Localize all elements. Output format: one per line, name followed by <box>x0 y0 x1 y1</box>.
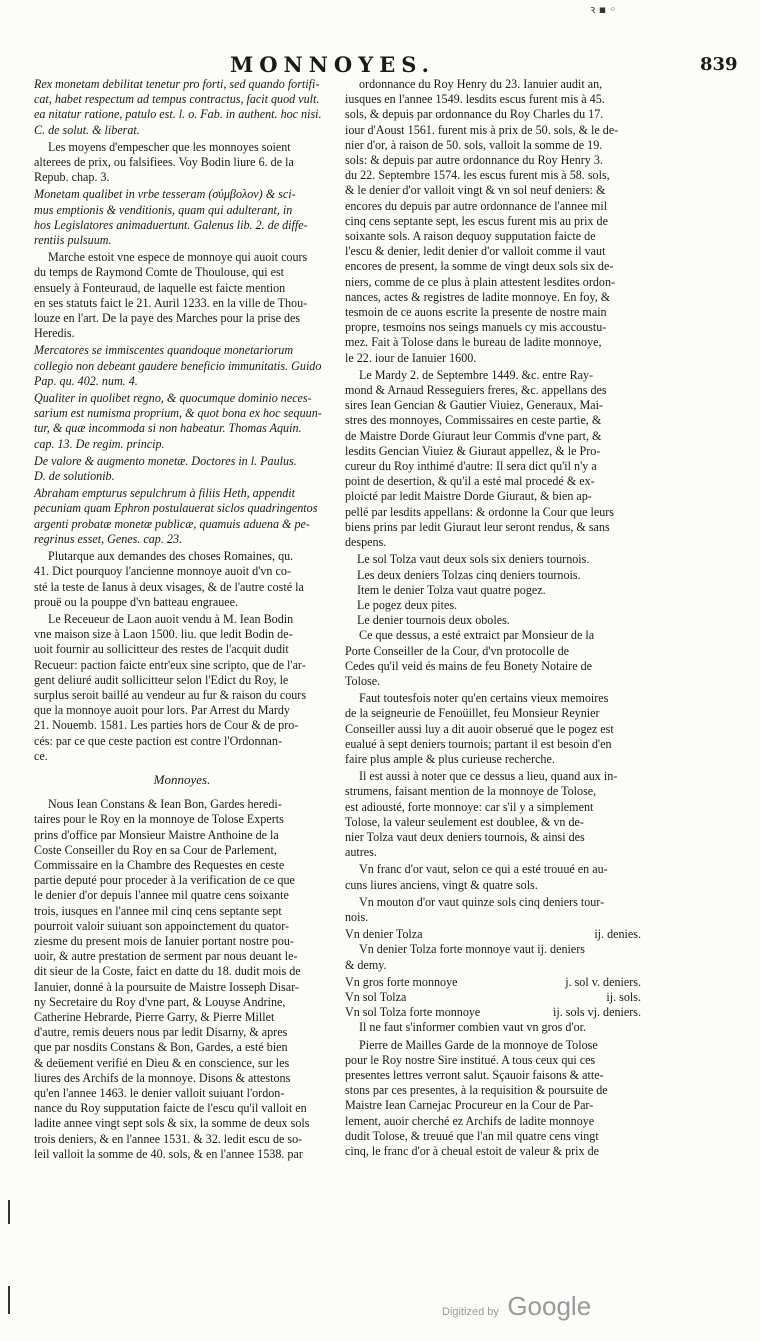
value-row <box>345 1005 641 1020</box>
paragraph: Le Receueur de Laon auoit vendu à M. Iean Bodin vne maison size à Laon 1500. liu. que ledit Bodin de- uoit fournir au sollicitteur des restes de l'acquit dudit Recueur: paction faicte entr'eux sine scripto, que de l'ar- gent deliuré audit sollicitteur selon l'Edict du Roy, le surplus seroit baillé au vendeur au fur & raison du cours que la monnoye auoit pour lors. Par Arrest du Mardy 21. Nouemb. 1581. Les parties hors de Cour & de pro- cés: par ce que ceste paction est contre l'Ordonnan- ce. <box>34 611 307 763</box>
coin-value: ij. denies. <box>594 927 641 942</box>
latin-citation: Abraham empturus sepulchrum à filiis Heth, appendit pecuniam quam Ephron postulauerat siclos quadringentos argenti probatæ monetæ publicæ, quamuis aduena & pe- regrinus esset, Genes. cap. 23. <box>34 486 318 546</box>
coin-value: j. sol v. deniers. <box>565 974 641 989</box>
page-number: 839 <box>700 54 738 75</box>
paragraph: Plutarque aux demandes des choses Romaines, qu. 41. Dict pourquoy l'ancienne monnoye auoit d'vn co- sté la teste de Ianus à deux visages, & de l'autre costé la prouë ou la pouppe d'vn batteau engrauee. <box>34 549 304 609</box>
paragraph: Nous Iean Constans & Iean Bon, Gardes heredi- taires pour le Roy en la monnoye de Tolose Experts prins d'office par Monsieur Maistre Anthoine de la Coste Conseiller du Roy en sa Cour de Parlement, Commissaire en la Chambre des Requestes en ceste partie deputé pour proceder à la verification de ce que le denier d'or depuis l'annee mil quatre cens soixante trois, iusques en l'annee mil cinq cens septante sept pourroit valoir suiuant son appoinctement du quator- ziesme du present mois de Ianuier portant nostre pou- uoir, & autre prestation de serment par nous deuant le- dit sieur de la Coste, faict en datte du 18. dudit mois de Ianuier, donné à la poursuite de Maistre Iosseph Disar- ny Secretaire du Roy d'vne part, & Louyse Andrine, Catherine Hebrarde, Pierre Garry, & Pierre Millet d'autre, remis deuers nous par ledit Disarny, & apres que par nosdits Constans & Bon, Gardes, a esté bien & deüement verifié en Dieu & en conscience, sur les liures des Archifs de la monnoye. Disons & attestons qu'en l'annee 1463. le denier valloit suiuant l'ordon- nance du Roy supputation faicte de l'escu qu'il valloit en ladite annee vingt sept sols & six, la somme de deux sols trois deniers, & en l'annee 1531. & 32. ledit escu de so- leil valloit la somme de 40. sols, & en l'annee 1538. par <box>34 797 310 1161</box>
latin-citation: De valore & augmento monetæ. Doctores in l. Paulus. D. de solutionib. <box>34 453 297 484</box>
value-row <box>345 927 641 942</box>
value-row <box>345 990 641 1005</box>
paragraph: Vn denier Tolza forte monnoye vaut ij. deniers & demy. <box>345 942 585 972</box>
paragraph: Marche estoit vne espece de monnoye qui auoit cours du temps de Raymond Comte de Thoulouse, qui est ensuely à Fonteuraud, de laquelle est faicte mention en ses statuts faict le 21. Auril 1233. en la ville de Thou- louze en l'art. De la paye des Marches pour la prise des Heredis. <box>34 250 308 341</box>
digitized-by-label: Digitized by <box>442 1306 499 1318</box>
left-column <box>34 77 330 1164</box>
paragraph: Ce que dessus, a esté extraict par Monsieur de la Porte Conseiller de la Cour, d'vn protocolle de Cedes qu'il veid és mains de feu Bonety Notaire de Tolose. <box>345 628 595 688</box>
coin-value: ij. sols vj. deniers. <box>552 1005 641 1020</box>
running-head: MONNOYES. <box>230 52 435 77</box>
paragraph: Vn mouton d'or vaut quinze sols cinq deniers tour- nois. <box>345 894 605 924</box>
google-watermark <box>442 1291 591 1322</box>
value-list <box>345 552 641 628</box>
margin-mark <box>8 1200 10 1224</box>
value-line: Les deux deniers Tolzas cinq deniers tournois. <box>357 567 581 582</box>
margin-mark <box>8 1286 10 1314</box>
section-heading: Monnoyes. <box>153 771 211 787</box>
paragraph: Les moyens d'empescher que les monnoyes soient alterees de prix, ou falsifiees. Voy Bodin liure 6. de la Repub. chap. 3. <box>34 139 294 185</box>
value-line: Le pogez deux pites. <box>357 597 458 612</box>
coin-name: Vn sol Tolza <box>345 989 407 1004</box>
paragraph: Faut toutesfois noter qu'en certains vieux memoires de la seigneurie de Fenoüillet, feu Monsieur Reynier Conseiller aussi luy a dit auoir obserué que le pogez est eualué à sept deniers tournois; partant il est besoin d'en faire plus ample & plus curieuse recherche. <box>345 691 614 766</box>
latin-citation: Mercatores se immiscentes quandoque monetariorum collegio non debeant gaudere beneficio immunitatis. Guido Pap. qu. 402. num. 4. <box>34 343 322 388</box>
value-row <box>345 975 641 990</box>
latin-citation: Qualiter in quolibet regno, & quocumque dominio neces- sarium est numisma proprium, & quot bona ex hoc sequun- tur, & quæ incommoda si non habeatur. Thomas Aquin. cap. 13. De regim. princip. <box>34 391 322 451</box>
value-line: Le sol Tolza vaut deux sols six deniers tournois. <box>357 552 590 567</box>
latin-citation: Rex monetam debilitat tenetur pro forti, sed quando fortifi- cat, habet respectum ad tempus contractus, facit quod vult. ea nitatur ratione, patulo est. l. o. Fab. in authent. hoc nisi. C. de solut. & liberat. <box>34 77 322 137</box>
paragraph: Il ne faut s'informer combien vaut vn gros d'or. <box>359 1020 587 1035</box>
value-line: Item le denier Tolza vaut quatre pogez. <box>357 582 546 597</box>
paragraph: Vn franc d'or vaut, selon ce qui a esté trouué en au- cuns liures anciens, vingt & quatre sols. <box>345 862 608 892</box>
latin-citation: Monetam qualibet in vrbe tesseram (σύμβολον) & sci- mus emptionis & venditionis, quam qui adulterant, in hos Legislatores animaduertunt. Galenus lib. 2. de diffe- rentiis pulsuum. <box>34 187 308 248</box>
paragraph: ordonnance du Roy Henry du 23. Ianuier audit an, iusques en l'annee 1549. lesdits escus furent mis à 45. sols, & depuis par ordonnance du Roy Charles du 17. iour d'Aoust 1561. furent mis à prix de 50. sols, & le de- nier d'or, à raison de 50. sols, valloit la somme de 19. sols: & depuis par autre ordonnance du Roy Henry 3. du 22. Septembre 1574. les escus furent mis à 58. sols, & le denier d'or valloit vingt & vn sol neuf deniers: & encores du depuis par autre ordonnance de l'annee mil cinq cens septante sept, les escus furent mis au prix de soixante sols. A raison dequoy supputation faicte de l'escu & denier, ledit denier d'or valloit comme il vaut encores de present, la somme de vingt deux sols six de- niers, comme de ce plus à plain attestent lesdites ordon- nances, actes & registres de ladite monnoye. En foy, & tesmoin de ce auons escrite la presente de nostre main propre, tesmoins nos seings manuels cy mis accoustu- mez. Fait à Tolose dans le bureau de ladite monnoye, le 22. iour de Ianuier 1600. <box>345 77 619 365</box>
coin-name: Vn sol Tolza forte monnoye <box>345 1005 481 1020</box>
right-column <box>345 77 641 1161</box>
google-logo: Google <box>507 1291 592 1321</box>
paragraph: Pierre de Mailles Garde de la monnoye de Tolose pour le Roy nostre Sire institué. A tous ceux qui ces presentes lettres verront salut. Sçauoir faisons & atte- stons par ces presentes, à la requisition & poursuite de Maistre Iean Carnejac Procureur en la Cour de Par- lement, auoir cherché ez Archifs de ladite monnoye dudit Tolose, & treuué que l'an mil quatre cens vingt cinq, le franc d'or à cheual estoit de valeur & prix de <box>345 1037 608 1159</box>
coin-name: Vn denier Tolza <box>345 927 423 942</box>
coin-value: ij. sols. <box>606 989 641 1004</box>
top-mark: ꝛ ▪ ◦ <box>590 3 617 16</box>
paragraph: Le Mardy 2. de Septembre 1449. &c. entre Ray- mond & Arnaud Resseguiers freres, &c. appellans des sires Iean Gencian & Gautier Viuiez, Generaux, Mai- stres des monnoyes, Commissaires en ceste partie, & de Maistre Dorde Giuraut leur Commis d'vne part, & lesdits Gencian Viuiez & Giuraut appellez, & le Pro- cureur du Roy inthimé d'autre: Il sera dict qu'il n'y a point de desertion, & qu'il a esté mal procedé & ex- ploicté par ledit Maistre Dorde Giuraut, & bien ap- pellé par lesdits appellans: & ordonne la Cour que leurs biens prins par ledit Giuraut leur seront rendus, & sans despens. <box>345 367 615 550</box>
paragraph: Il est aussi à noter que ce dessus a lieu, quand aux in- strumens, faisant mention de la monnoye de Tolose, est adiousté, forte monnoye: car s'il y a simplement Tolose, la valeur seulement est doublee, & vn de- nier Tolza vaut deux deniers tournois, & ainsi des autres. <box>345 769 618 860</box>
value-line: Le denier tournois deux oboles. <box>357 613 510 628</box>
coin-name: Vn gros forte monnoye <box>345 974 458 989</box>
